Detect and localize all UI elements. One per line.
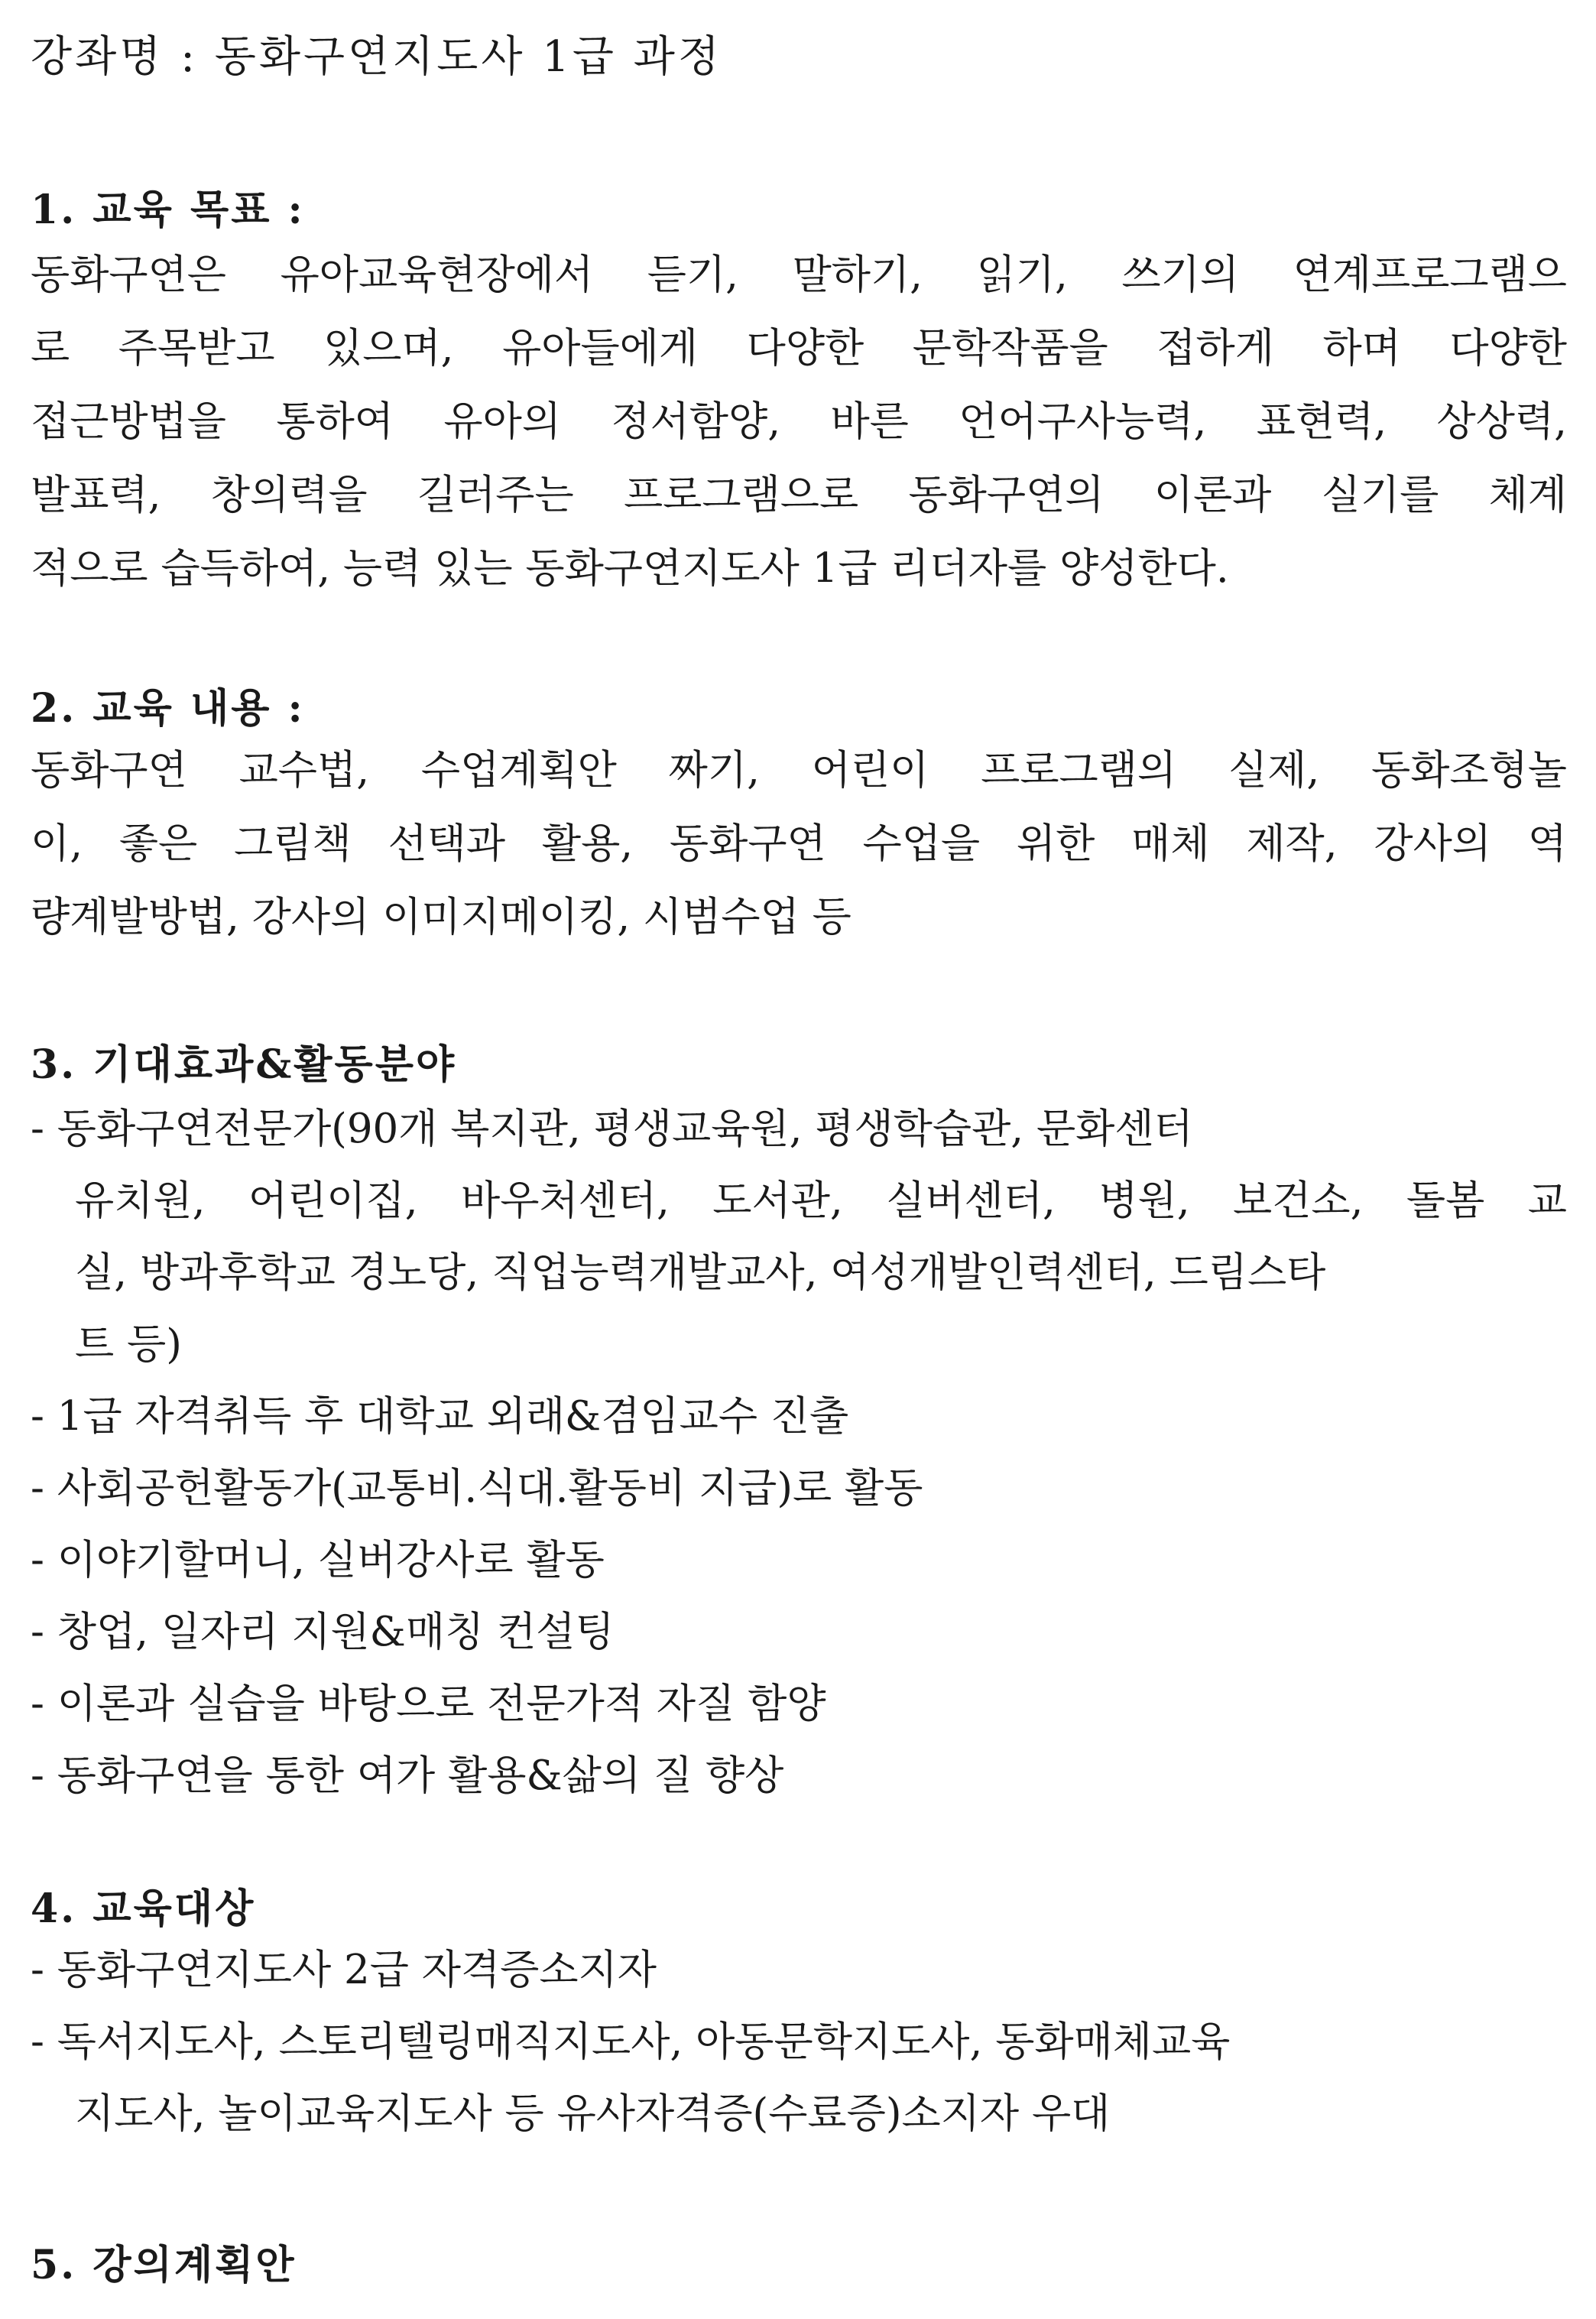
list-item-line: - 이야기할머니, 실버강사로 활동	[31, 1537, 605, 1583]
section-2-line: 동화구연 교수법, 수업계획안 짜기, 어린이 프로그램의 실제, 동화조형놀	[31, 747, 1567, 794]
list-item-line: 지도사, 놀이교육지도사 등 유사자격증(수료증)소지자 우대	[75, 2090, 1111, 2137]
list-item-line: - 동화구연을 통한 여가 활용&삶의 질 향상	[31, 1752, 784, 1799]
list-item	[31, 1596, 1567, 1668]
list-item-line: - 1급 자격취득 후 대학교 외래&겸임교수 진출	[31, 1393, 849, 1440]
section-1-line: 접근방법을 통하여 유아의 정서함양, 바른 언어구사능력, 표현력, 상상력,	[31, 398, 1567, 445]
section-1-body	[31, 239, 1567, 606]
section-4-heading: 4. 교육대상	[31, 1885, 256, 1932]
section-1-line: 발표력, 창의력을 길러주는 프로그램으로 동화구연의 이론과 실기를 체계	[31, 472, 1567, 518]
section-2-line: 이, 좋은 그림책 선택과 활용, 동화구연 수업을 위한 매체 제작, 강사의 역	[31, 820, 1567, 867]
list-item-line: - 독서지도사, 스토리텔링매직지도사, 아동문학지도사, 동화매체교육	[31, 2019, 1231, 2065]
section-1-line: 로 주목받고 있으며, 유아들에게 다양한 문학작품을 접하게 하며 다양한	[31, 325, 1567, 372]
list-item-line: - 동화구연지도사 2급 자격증소지자	[31, 1947, 657, 1993]
section-1-line: 동화구연은 유아교육현장에서 듣기, 말하기, 읽기, 쓰기의 연계프로그램으	[31, 252, 1567, 298]
list-item-line: 실, 방과후학교 경노당, 직업능력개발교사, 여성개발인력센터, 드림스타	[75, 1249, 1326, 1296]
list-item	[31, 1093, 1567, 1381]
list-item-line: - 창업, 일자리 지원&매칭 컨설팅	[31, 1609, 615, 1655]
section-5-heading: 5. 강의계획안	[31, 2242, 297, 2288]
section-2-line: 량계발방법, 강사의 이미지메이킹, 시범수업 등	[31, 894, 852, 940]
section-3-heading: 3. 기대효과&활동분야	[31, 1041, 457, 1088]
list-item	[31, 1934, 1567, 2006]
section-4-list	[31, 1934, 1567, 2150]
section-2-body	[31, 734, 1567, 954]
list-item-line: - 이론과 실습을 바탕으로 전문가적 자질 함양	[31, 1681, 826, 1727]
list-item	[31, 1668, 1567, 1740]
section-2-heading: 2. 교육 내용 :	[31, 685, 305, 732]
list-item	[31, 1453, 1567, 1525]
section-1-line: 적으로 습득하여, 능력 있는 동화구연지도사 1급 리더자를 양성한다.	[31, 545, 1229, 592]
list-item	[31, 1525, 1567, 1596]
list-item-line: - 동화구연전문가(90개 복지관, 평생교육원, 평생학습관, 문화센터	[31, 1106, 1193, 1152]
list-item-line: 트 등)	[75, 1321, 182, 1368]
list-item	[31, 1740, 1567, 1812]
section-1-heading: 1. 교육 목표 :	[31, 187, 305, 233]
list-item	[31, 2006, 1567, 2150]
course-title: 강좌명 : 동화구연지도사 1급 과정	[31, 32, 722, 82]
list-item-line: - 사회공헌활동가(교통비.식대.활동비 지급)로 활동	[31, 1465, 923, 1512]
section-3-list	[31, 1093, 1567, 1812]
list-item	[31, 1381, 1567, 1453]
list-item-line: 유치원, 어린이집, 바우처센터, 도서관, 실버센터, 병원, 보건소, 돌봄 교	[75, 1177, 1567, 1224]
